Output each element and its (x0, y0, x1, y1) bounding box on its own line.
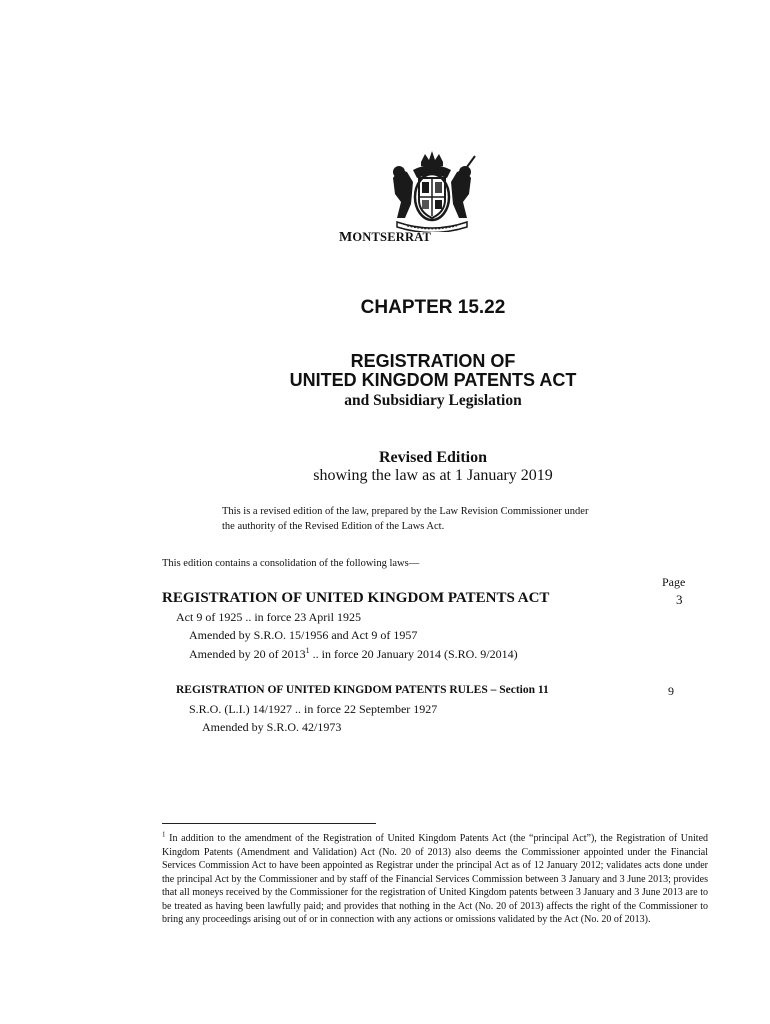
chapter-heading: CHAPTER 15.22 (360, 297, 506, 318)
country-rest: ONTSERRAT (352, 230, 432, 244)
law-date-line: showing the law as at 1 January 2019 (313, 467, 553, 484)
country-name (0, 230, 770, 246)
contents-rules-page: 9 (668, 684, 674, 698)
contents-rules-title: REGISTRATION OF UNITED KINGDOM PATENTS RULES – Section 11 (176, 684, 549, 696)
edition-note-line1: This is a revised edition of the law, prepared by the Law Revision Commissioner under (222, 506, 589, 517)
act-history-line2: Amended by S.R.O. 15/1956 and Act 9 of 1957 (189, 628, 418, 642)
consolidation-intro: This edition contains a consolidation of the following laws— (162, 558, 420, 569)
act-history-line3-post: .. in force 20 January 2014 (S.RO. 9/2014) (309, 647, 518, 661)
footnote-separator (162, 823, 376, 824)
act-history-line1: Act 9 of 1925 .. in force 23 April 1925 (176, 610, 361, 624)
contents-act-page: 3 (676, 592, 683, 607)
revised-edition-heading: Revised Edition (378, 449, 487, 466)
rules-history-line2: Amended by S.R.O. 42/1973 (202, 720, 342, 734)
subsidiary-legislation-subtitle: and Subsidiary Legislation (344, 392, 522, 409)
act-history-line3 (189, 647, 518, 662)
act-title-line2: UNITED KINGDOM PATENTS ACT (289, 370, 577, 390)
rules-history-line1: S.R.O. (L.I.) 14/1927 .. in force 22 September 1927 (189, 702, 438, 716)
edition-note-line2: the authority of the Revised Edition of the Laws Act. (222, 521, 445, 532)
page-column-heading: Page (662, 575, 686, 589)
country-initial: M (338, 230, 353, 245)
contents-act-title: REGISTRATION OF UNITED KINGDOM PATENTS ACT (162, 590, 550, 606)
royal-coat-of-arms-icon (383, 148, 481, 232)
act-history-line3-pre: Amended by 20 of 2013 (189, 647, 306, 661)
footnote-text: In addition to the amendment of the Registration of United Kingdom Patents Act (the “principal Act”), the Registration of United Kingdom Patents (Amendment and Validation) Act (No. 20 of 2013) also deems the Commissioner appointed under the Financial Services Commission Act to have been appointed as Registrar under the principal Act as of 12 January 2012; validates acts done under the principal Act by the Commissioner and by staff of the Financial Services Commission between 3 January and 3 June 2013; provides that all moneys received by the Commissioner for the registration of United Kingdom patents between 3 January and 3 June 2013 are to be treated as having been lawfully paid; and provides that nothing in the Act (No. 20 of 2013) affects the right of the Commissioner to bring any proceedings arising out of or in connection with any actions or omissions validated by the Act (No. 20 of 2013). (162, 833, 709, 925)
footnote-marker: 1 (162, 830, 166, 839)
footnote-reference[interactable]: 1 (305, 646, 310, 655)
act-title-line1: REGISTRATION OF (350, 351, 516, 371)
footnote (162, 832, 708, 927)
